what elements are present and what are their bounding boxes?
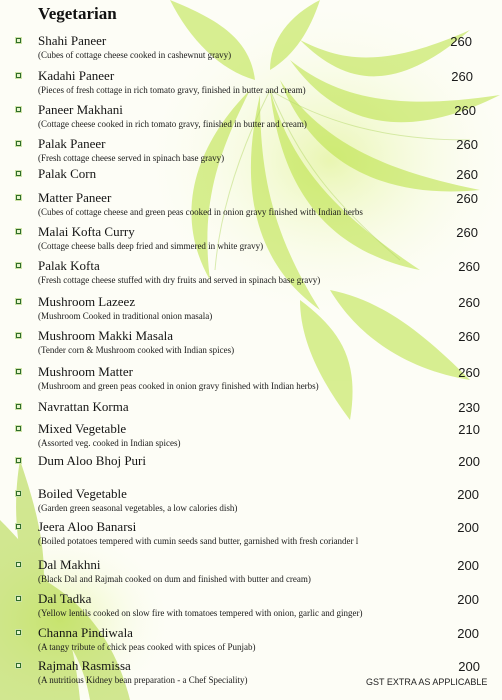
menu-item-price: 260 [454, 103, 476, 118]
menu-item-name: Dal Tadka [38, 591, 92, 606]
bullet-icon [15, 629, 22, 636]
menu-item-description: (Assorted veg. cooked in Indian spices) [38, 438, 181, 448]
menu-item-name: Palak Kofta [38, 258, 100, 273]
menu-item-name: Mushroom Matter [38, 364, 133, 379]
bullet-icon [15, 490, 22, 497]
bullet-icon [15, 262, 22, 269]
menu-item-price: 260 [450, 34, 472, 49]
bullet-icon [15, 523, 22, 530]
menu-item-price: 200 [457, 558, 479, 573]
menu-item-price: 200 [457, 520, 479, 535]
menu-item-price: 260 [456, 225, 478, 240]
bullet-icon [15, 403, 22, 410]
bullet-icon [15, 332, 22, 339]
menu-item-name: Jeera Aloo Banarsi [38, 519, 137, 534]
bullet-icon [15, 194, 22, 201]
menu-item-price: 260 [456, 167, 478, 182]
bullet-icon [15, 72, 22, 79]
menu-item-price: 260 [451, 69, 473, 84]
menu-item-name: Mixed Vegetable [38, 421, 127, 436]
menu-item-description: (A tangy tribute of chick peas cooked with spices of Punjab) [38, 642, 256, 652]
menu-item-description: (Cottage cheese balls deep fried and simmered in white gravy) [38, 241, 264, 251]
menu-item-description: (Yellow lentils cooked on slow fire with tomatoes tempered with onion, garlic and ginger) [38, 608, 363, 618]
menu-item-description: (Black Dal and Rajmah cooked on dum and finished with butter and cream) [38, 574, 311, 584]
menu-item-description: (Cottage cheese cooked in rich tomato gravy, finished in butter and cream) [38, 119, 307, 129]
menu-item-name: Boiled Vegetable [38, 486, 127, 501]
menu-item-name: Mushroom Lazeez [38, 294, 136, 309]
menu-item-name: Kadahi Paneer [38, 68, 115, 83]
menu-item-description: (Cubes of cottage cheese and green peas cooked in onion gravy finished with Indian herbs [38, 207, 363, 217]
bullet-icon [15, 228, 22, 235]
bullet-icon [15, 425, 22, 432]
menu-item-description: (Mushroom and green peas cooked in onion gravy finished with Indian herbs) [38, 381, 319, 391]
menu-item-description: (Fresh cottage cheese served in spinach base gravy) [38, 153, 225, 163]
menu-item-price: 200 [457, 626, 479, 641]
menu-item-description: (Tender corn & Mushroom cooked with Indian spices) [38, 345, 235, 355]
menu-item-name: Mushroom Makki Masala [38, 328, 174, 343]
section-title: Vegetarian [38, 4, 117, 23]
menu-item-name: Dum Aloo Bhoj Puri [38, 453, 146, 468]
bullet-icon [15, 170, 22, 177]
bullet-icon [15, 457, 22, 464]
menu-item-name: Navrattan Korma [38, 399, 129, 414]
menu-item-name: Rajmah Rasmissa [38, 658, 131, 673]
menu-item-description: (Mushroom Cooked in traditional onion masala) [38, 311, 213, 321]
menu-item-price: 200 [457, 592, 479, 607]
menu-item-price: 260 [458, 259, 480, 274]
menu-item-price: 200 [458, 454, 480, 469]
bullet-icon [15, 662, 22, 669]
menu-item-name: Shahi Paneer [38, 33, 107, 48]
bullet-icon [15, 368, 22, 375]
menu-item-price: 260 [458, 329, 480, 344]
menu-item-name: Channa Pindiwala [38, 625, 133, 640]
menu-item-name: Dal Makhni [38, 557, 101, 572]
menu-item-price: 200 [458, 659, 480, 674]
menu-item-price: 230 [458, 400, 480, 415]
bullet-icon [15, 37, 22, 44]
menu-item-name: Matter Paneer [38, 190, 112, 205]
menu-item-name: Palak Paneer [38, 136, 106, 151]
menu-item-name: Paneer Makhani [38, 102, 123, 117]
menu-item-name: Malai Kofta Curry [38, 224, 135, 239]
menu-item-description: (Pieces of fresh cottage in rich tomato gravy, finished in butter and cream) [38, 85, 306, 95]
menu-item-name: Palak Corn [38, 166, 97, 181]
menu-item-price: 260 [458, 295, 480, 310]
menu-item-description: (Garden green seasonal vegetables, a low calories dish) [38, 503, 238, 513]
menu-item-price: 260 [458, 365, 480, 380]
menu-item-price: 260 [456, 191, 478, 206]
menu-item-price: 210 [458, 422, 480, 437]
bullet-icon [15, 298, 22, 305]
menu-item-price: 200 [457, 487, 479, 502]
bullet-icon [15, 561, 22, 568]
bullet-icon [15, 595, 22, 602]
menu-item-description: (Boiled potatoes tempered with cumin seeds sand butter, garnished with fresh coriander l [38, 536, 359, 546]
menu-item-price: 260 [456, 137, 478, 152]
bullet-icon [15, 106, 22, 113]
menu-item-description: (Fresh cottage cheese stuffed with dry fruits and served in spinach base gravy) [38, 275, 321, 285]
menu-item-description: (Cubes of cottage cheese cooked in cashewnut gravy) [38, 50, 232, 60]
bullet-icon [15, 140, 22, 147]
menu-item-description: (A nutritious Kidney bean preparation - a Chef Speciality) [38, 675, 248, 685]
gst-note: GST EXTRA AS APPLICABLE [366, 677, 488, 687]
